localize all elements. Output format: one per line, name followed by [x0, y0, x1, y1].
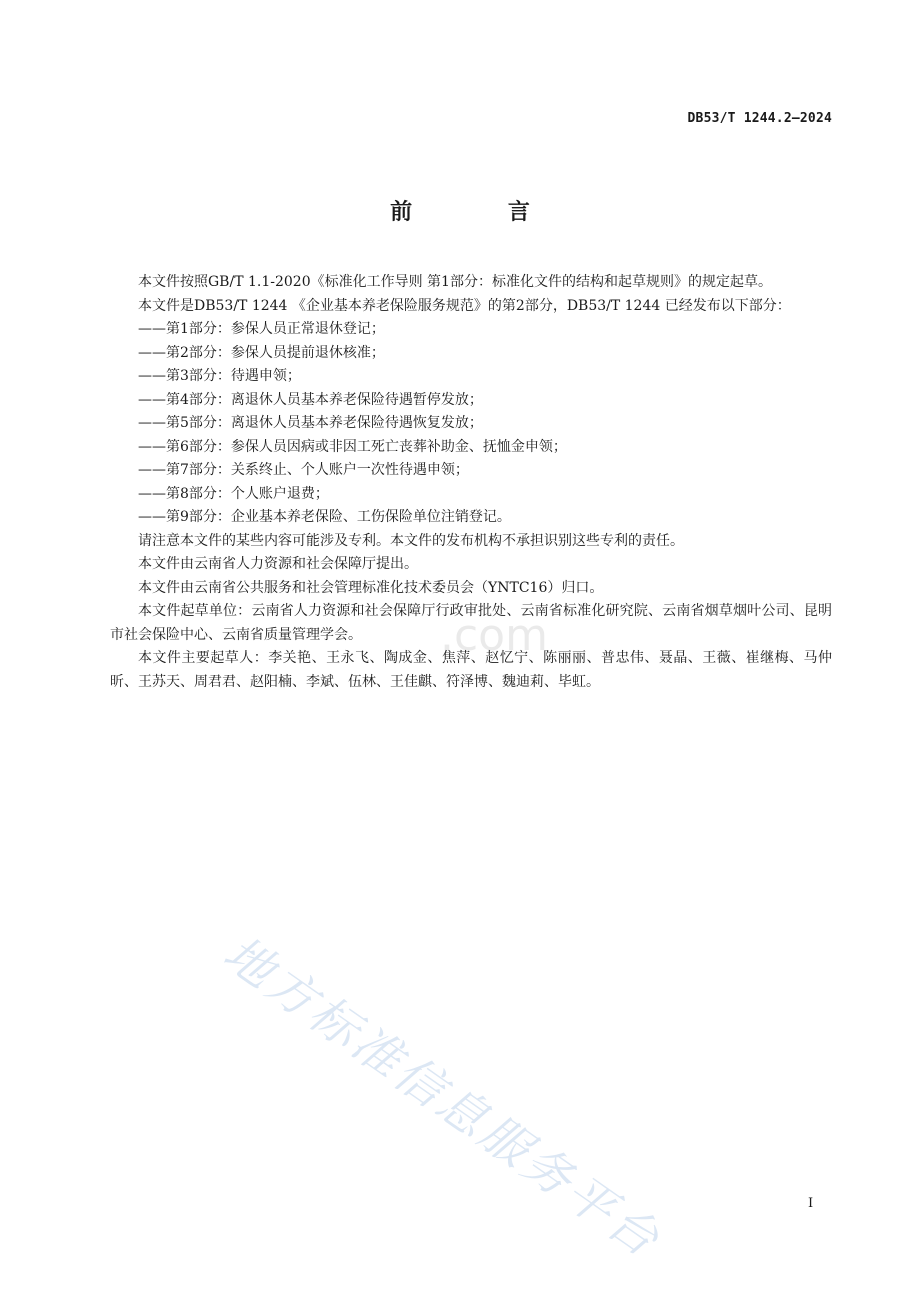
- paragraph-proposer: 本文件由云南省人力资源和社会保障厅提出。: [138, 556, 418, 572]
- list-item-part-6: ——第6部分：参保人员因病或非因工死亡丧葬补助金、抚恤金申领；: [138, 438, 567, 455]
- list-item-part-2: ——第2部分：参保人员提前退休核准；: [138, 344, 385, 361]
- list-item-part-3: ——第3部分：待遇申领；: [138, 368, 301, 384]
- list-item-part-4: ——第4部分：离退休人员基本养老保险待遇暂停发放；: [138, 391, 483, 408]
- paragraph-committee: 本文件由云南省公共服务和社会管理标准化技术委员会（YNTC16）归口。: [138, 579, 604, 596]
- page-number: I: [808, 1196, 814, 1211]
- paragraph-drafters: 本文件主要起草人：李关艳、王永飞、陶成金、焦萍、赵忆宁、陈丽丽、普忠伟、聂晶、王薇、崔继梅、马仲昕、王苏天、周君君、赵阳楠、李斌、伍林、王佳麒、符泽博、魏迪莉、毕虹。: [110, 650, 832, 690]
- watermark: 地方标准信息服务平台: [213, 925, 672, 1270]
- list-item-part-7: ——第7部分：关系终止、个人账户一次性待遇申领；: [138, 462, 469, 478]
- watermark-url: .com: [440, 610, 548, 661]
- page-title: 前 言: [390, 200, 574, 225]
- paragraph-drafting-basis: 本文件按照GB/T 1.1-2020《标准化工作导则 第1部分：标准化文件的结构和起草规则》的规定起草。: [138, 274, 772, 290]
- paragraph-drafting-units: 本文件起草单位：云南省人力资源和社会保障厅行政审批处、云南省标准化研究院、云南省烟草烟叶公司、昆明市社会保险中心、云南省质量管理学会。: [110, 603, 832, 643]
- paragraph-series-intro: 本文件是DB53/T 1244 《企业基本养老保险服务规范》的第2部分，DB53/T 1244 已经发布以下部分：: [138, 297, 791, 314]
- document-code: DB53/T 1244.2—2024: [687, 111, 832, 126]
- document-body: [110, 271, 832, 694]
- list-item-part-1: ——第1部分：参保人员正常退休登记；: [138, 321, 385, 337]
- list-item-part-8: ——第8部分：个人账户退费；: [138, 485, 329, 502]
- list-item-part-9: ——第9部分：企业基本养老保险、工伤保险单位注销登记。: [138, 509, 511, 525]
- paragraph-patent-notice: 请注意本文件的某些内容可能涉及专利。本文件的发布机构不承担识别这些专利的责任。: [138, 532, 684, 549]
- list-item-part-5: ——第5部分：离退休人员基本养老保险待遇恢复发放；: [138, 415, 483, 431]
